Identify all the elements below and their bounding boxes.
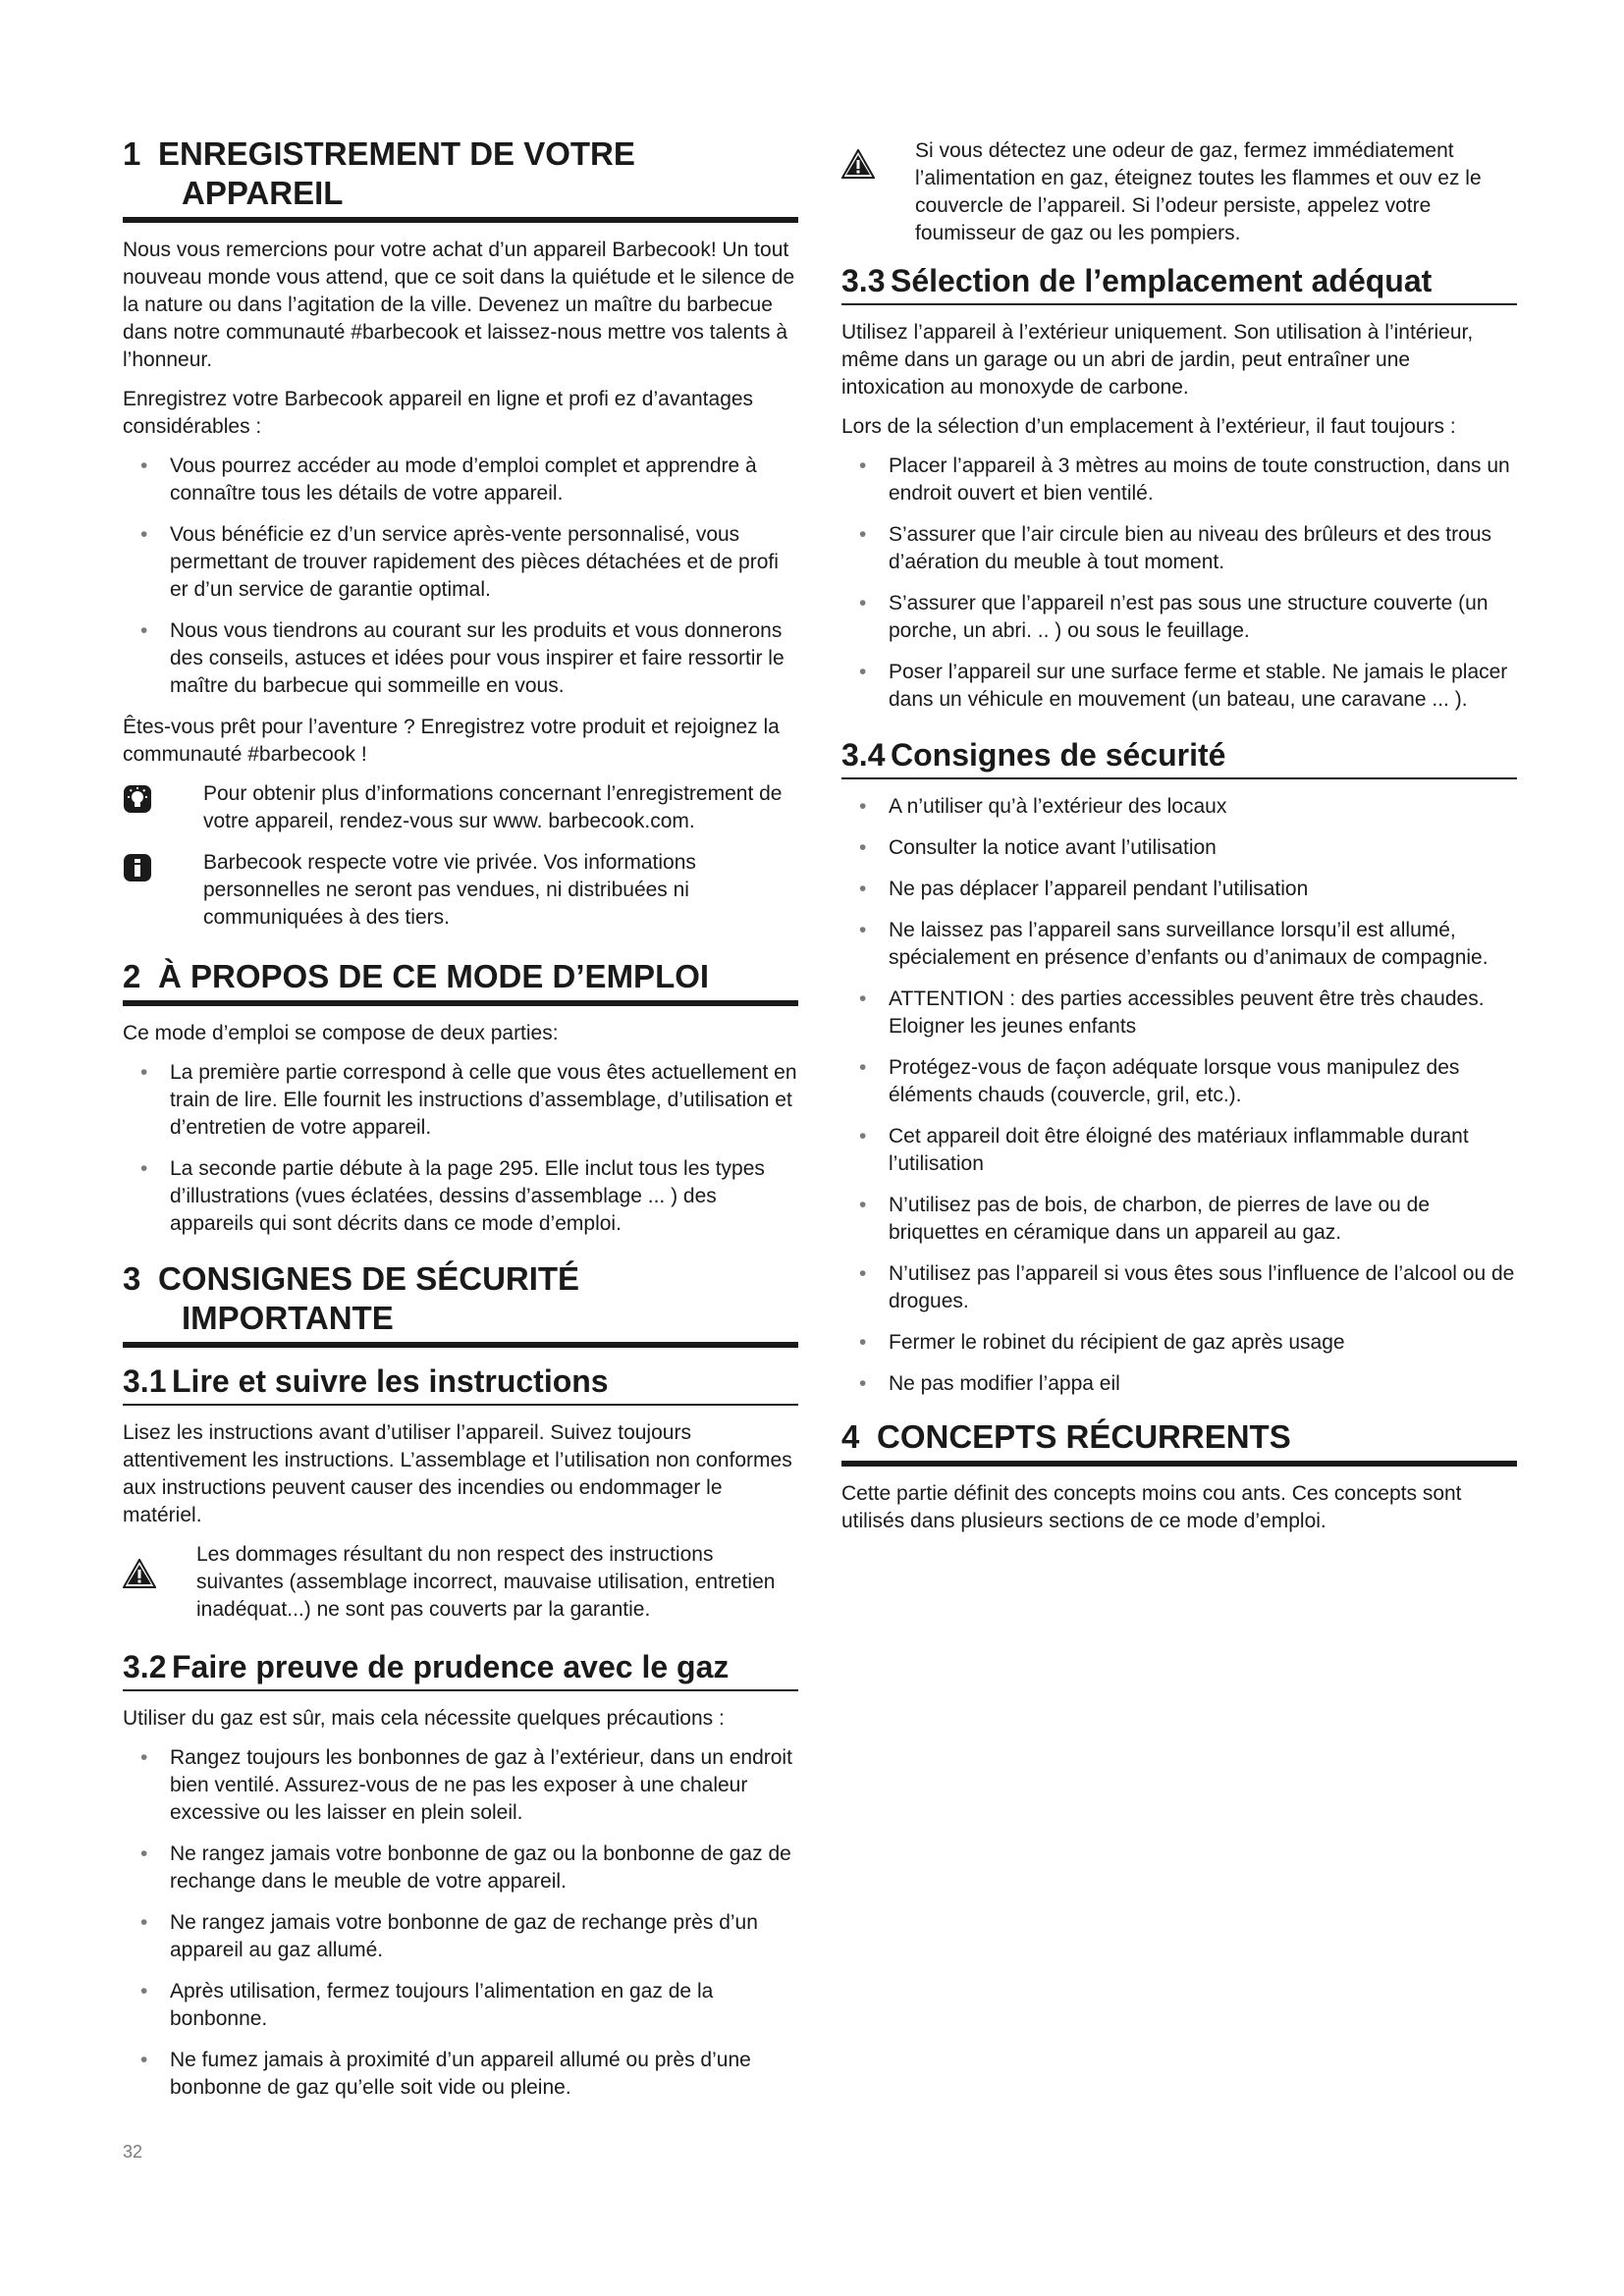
list-item: • S’assurer que l’appareil n’est pas sous une structure couverte (un porche, un abri. .. ) ou sous le feuillage. <box>859 592 1489 642</box>
bullet-icon: • <box>859 1056 867 1079</box>
list-item: • Vous bénéficie ez d’un service après-vente personnalisé, vous permettant de trouver rapidement des pièces détachées et de profi er d’un service de garantie optimal. <box>140 523 779 601</box>
bullet-icon: • <box>859 1331 867 1354</box>
list-item: • Ne rangez jamais votre bonbonne de gaz ou la bonbonne de gaz de rechange dans le meuble de votre appareil. <box>140 1842 791 1893</box>
paragraph: Nous vous remercions pour votre achat d’un appareil Barbecook! Un tout nouveau monde vous attend, que ce soit dans la quiétude et le silence de la nature ou dans l’agitation de la ville. Devenez un maître du barbecue dans notre communauté #barbecook et laissez-nous mettre vos talents à l’honneur. <box>123 239 795 371</box>
bullet-icon: • <box>859 661 867 683</box>
list-item: • N’utilisez pas l’appareil si vous êtes sous l’influence de l’alcool ou de drogues. <box>859 1262 1515 1312</box>
list-item: • N’utilisez pas de bois, de charbon, de pierres de lave ou de briquettes en céramique dans un appareil au gaz. <box>859 1194 1431 1244</box>
section-title: CONCEPTS RÉCURRENTS <box>877 1418 1291 1455</box>
list-item: • Ne pas modifier l’appa eil <box>841 1370 1517 1398</box>
section-number: 3.3 <box>841 263 886 298</box>
bullet-icon: • <box>859 1194 867 1216</box>
paragraph: Enregistrez votre Barbecook appareil en ligne et profi ez d’avantages considérables : <box>123 388 754 438</box>
section-number: 1 <box>123 135 141 172</box>
warning-triangle-icon <box>841 149 875 184</box>
bullet-list <box>841 793 1517 1398</box>
list-item: • Fermer le robinet du récipient de gaz après usage <box>841 1329 1517 1357</box>
paragraph: Utilisez l’appareil à l’extérieur uniquement. Son utilisation à l’intérieur, même dans un garage ou un abri de jardin, peut entraîner une intoxication au monoxyde de carbone. <box>841 321 1474 399</box>
list-item: • Cet appareil doit être éloigné des matériaux inflammable durant l’utilisation <box>859 1125 1469 1175</box>
bullet-icon: • <box>859 523 867 546</box>
warning-text: Les dommages résultant du non respect des instructions suivantes (assemblage incorrect, mauvaise utilisation, entretien inadéquat...) ne sont pas couverts par la garantie. <box>196 1543 776 1621</box>
section-number: 3.2 <box>123 1649 167 1684</box>
bullet-icon: • <box>140 2049 148 2071</box>
bullet-list <box>841 453 1517 714</box>
bullet-icon: • <box>859 454 867 477</box>
section-number: 3.1 <box>123 1363 167 1399</box>
section-title: Sélection de l’emplacement adéquat <box>891 263 1433 298</box>
list-item: • Placer l’appareil à 3 mètres au moins de toute construction, dans un endroit ouvert et bien ventilé. <box>859 454 1510 505</box>
section-2-heading <box>123 957 798 1006</box>
list-item: • Protégez-vous de façon adéquate lorsque vous manipulez des éléments chauds (couvercle, gril, etc.). <box>859 1056 1460 1106</box>
section-3-2-heading <box>123 1647 798 1691</box>
list-item: • La première partie correspond à celle que vous êtes actuellement en train de lire. Elle fournit les instructions d’assemblage, d’utilisation et d’entretien de votre appareil. <box>140 1061 797 1139</box>
list-item: • Ne pas déplacer l’appareil pendant l’utilisation <box>841 876 1517 903</box>
section-number: 3.4 <box>841 737 886 773</box>
bullet-icon: • <box>859 836 867 859</box>
info-icon <box>123 853 152 887</box>
bullet-icon: • <box>859 919 867 941</box>
section-3-4-heading <box>841 735 1517 779</box>
page-number: 32 <box>123 2142 143 2162</box>
list-item: • Ne laissez pas l’appareil sans surveillance lorsqu’il est allumé, spécialement en présence d’enfants ou d’animaux de compagnie. <box>859 919 1489 969</box>
paragraph: Utiliser du gaz est sûr, mais cela nécessite quelques précautions : <box>123 1707 725 1730</box>
section-number: 3 <box>123 1260 141 1297</box>
warning-triangle-icon <box>123 1559 156 1593</box>
section-3-1-heading <box>123 1362 798 1406</box>
bullet-icon: • <box>140 1980 148 2002</box>
lightbulb-icon <box>123 784 152 819</box>
right-column <box>841 137 1517 1547</box>
bullet-icon: • <box>859 1262 867 1285</box>
bullet-icon: • <box>140 454 148 477</box>
paragraph: Ce mode d’emploi se compose de deux parties: <box>123 1022 559 1044</box>
bullet-icon: • <box>859 878 867 900</box>
section-title-line2: IMPORTANTE <box>182 1300 394 1336</box>
section-4-heading <box>841 1417 1517 1467</box>
list-item: • S’assurer que l’air circule bien au niveau des brûleurs et des trous d’aération du meuble à tout moment. <box>859 523 1491 573</box>
bullet-icon: • <box>859 795 867 818</box>
list-item: • Ne rangez jamais votre bonbonne de gaz de rechange près d’un appareil au gaz allumé. <box>140 1911 758 1961</box>
list-item: • La seconde partie débute à la page 295. Elle inclut tous les types d’illustrations (vues éclatées, dessins d’assemblage ... ) des appareils qui sont décrits dans ce mode d’emploi. <box>140 1157 765 1235</box>
section-3-heading <box>123 1259 798 1348</box>
bullet-list <box>123 1744 798 2102</box>
bullet-icon: • <box>859 592 867 614</box>
section-title-line1: ENREGISTREMENT DE VOTRE <box>158 135 635 172</box>
list-item: • Nous vous tiendrons au courant sur les produits et vous donnerons des conseils, astuces et idées pour vous inspirer et faire ressortir le maître du barbecue qui sommeille en vous. <box>140 619 785 697</box>
paragraph: Êtes-vous prêt pour l’aventure ? Enregistrez votre produit et rejoignez la communauté #barbecook ! <box>123 716 780 766</box>
warning-text: Si vous détectez une odeur de gaz, fermez immédiatement l’alimentation en gaz, éteignez toutes les flammes et ouv ez le couvercle de l’appareil. Si l’odeur persiste, appelez votre foumisseur de gaz ou les pompiers. <box>915 139 1482 244</box>
gas-warning-note <box>841 137 1517 247</box>
section-title-line1: CONSIGNES DE SÉCURITÉ <box>158 1260 580 1297</box>
bullet-icon: • <box>859 988 867 1010</box>
section-title-line2: APPAREIL <box>182 175 344 211</box>
warning-note <box>123 1541 798 1624</box>
info-note <box>123 849 798 932</box>
bullet-icon: • <box>140 1157 148 1180</box>
section-number: 2 <box>123 958 141 994</box>
bullet-list <box>123 453 798 700</box>
bullet-icon: • <box>140 1842 148 1865</box>
bullet-icon: • <box>859 1125 867 1148</box>
bullet-icon: • <box>859 1372 867 1395</box>
note-text: Pour obtenir plus d’informations concernant l’enregistrement de votre appareil, rendez-vous sur www. barbecook.com. <box>203 782 783 832</box>
list-item: • Poser l’appareil sur une surface ferme et stable. Ne jamais le placer dans un véhicule en mouvement (un bateau, une caravane ... ). <box>859 661 1508 711</box>
section-1-heading <box>123 134 798 223</box>
paragraph: Lors de la sélection d’un emplacement à l’extérieur, il faut toujours : <box>841 415 1456 438</box>
list-item: • Vous pourrez accéder au mode d’emploi complet et apprendre à connaître tous les détails de votre appareil. <box>140 454 757 505</box>
section-title: Faire preuve de prudence avec le gaz <box>172 1649 730 1684</box>
paragraph: Lisez les instructions avant d’utiliser l’appareil. Suivez toujours attentivement les instructions. L’assemblage et l’utilisation non conformes aux instructions peuvent causer des incendies ou endommager le matériel. <box>123 1421 792 1526</box>
section-3-3-heading <box>841 261 1517 305</box>
bullet-icon: • <box>140 1911 148 1934</box>
bullet-icon: • <box>140 619 148 642</box>
bullet-icon: • <box>140 1061 148 1084</box>
bullet-icon: • <box>140 1746 148 1769</box>
left-column <box>123 134 798 2115</box>
tip-note <box>123 780 798 835</box>
section-title: Consignes de sécurité <box>891 737 1226 773</box>
list-item: • A n’utiliser qu’à l’extérieur des locaux <box>841 793 1517 821</box>
list-item: • ATTENTION : des parties accessibles peuvent être très chaudes. Eloigner les jeunes enfants <box>859 988 1485 1038</box>
note-text: Barbecook respecte votre vie privée. Vos informations personnelles ne seront pas vendues, ni distribuées ni communiquées à des tiers. <box>203 851 696 929</box>
bullet-icon: • <box>140 523 148 546</box>
list-item: • Rangez toujours les bonbonnes de gaz à l’extérieur, dans un endroit bien ventilé. Assurez-vous de ne pas les exposer à une chaleur excessive ou les laisser en plein soleil. <box>140 1746 792 1824</box>
list-item: • Après utilisation, fermez toujours l’alimentation en gaz de la bonbonne. <box>140 1980 714 2030</box>
section-title: À PROPOS DE CE MODE D’EMPLOI <box>158 958 710 994</box>
section-title: Lire et suivre les instructions <box>172 1363 609 1399</box>
section-number: 4 <box>841 1418 860 1455</box>
paragraph: Cette partie définit des concepts moins cou ants. Ces concepts sont utilisés dans plusieurs sections de ce mode d’emploi. <box>841 1482 1462 1532</box>
list-item: • Consulter la notice avant l’utilisation <box>841 834 1517 862</box>
bullet-list <box>123 1059 798 1238</box>
list-item: • Ne fumez jamais à proximité d’un appareil allumé ou près d’une bonbonne de gaz qu’elle soit vide ou pleine. <box>140 2049 751 2099</box>
